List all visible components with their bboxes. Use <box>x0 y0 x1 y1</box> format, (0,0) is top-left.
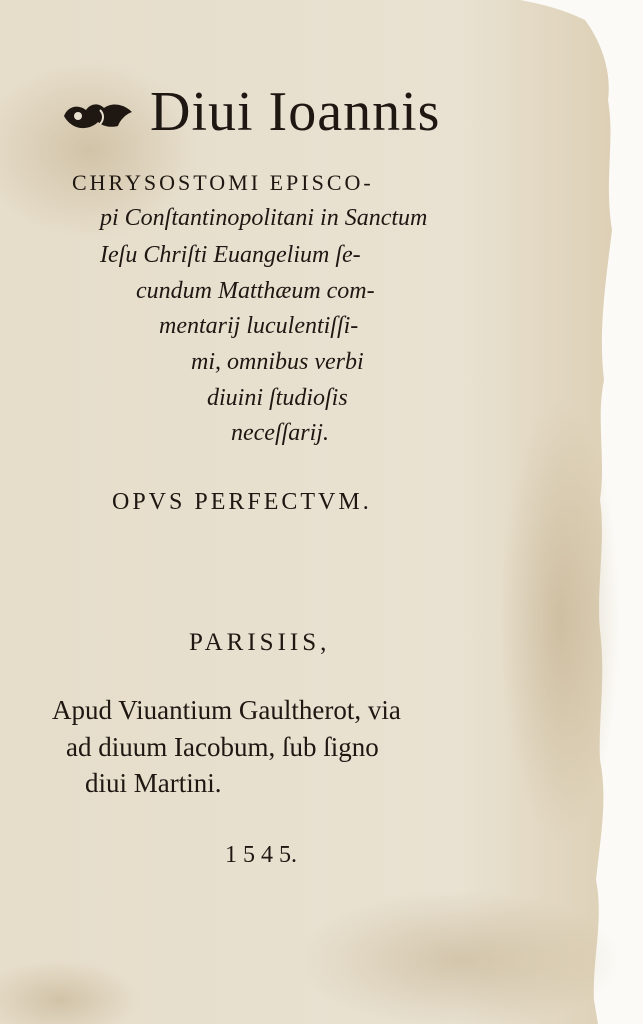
title-line-5: cundum Matthæum com- <box>136 278 375 304</box>
title-line-6: mentarij luculentiſſi- <box>159 313 359 339</box>
imprint-line-1: Apud Viuantium Gaultherot, via <box>52 695 401 725</box>
title-line-3: pi Conſtantinopolitani in Sanctum <box>100 205 428 231</box>
title-line-1: Diui Ioannis <box>150 81 441 143</box>
title-line-9: neceſſarij. <box>231 420 329 446</box>
imprint-city: PARISIIS, <box>189 629 331 656</box>
imprint-line-2: ad diuum Iacobum, ſub ſigno <box>66 732 379 762</box>
title-line-4: Ieſu Chriſti Euangelium ſe- <box>100 242 361 268</box>
subtitle: OPVS PERFECTVM. <box>112 489 372 515</box>
imprint-line-3: diui Martini. <box>85 768 222 798</box>
year: 1 5 4 5. <box>225 842 297 868</box>
title-line-8: diuini ſtudioſis <box>207 385 348 411</box>
title-line-2: CHRYSOSTOMI EPISCO- <box>72 170 374 195</box>
title-line-7: mi, omnibus verbi <box>191 349 364 375</box>
